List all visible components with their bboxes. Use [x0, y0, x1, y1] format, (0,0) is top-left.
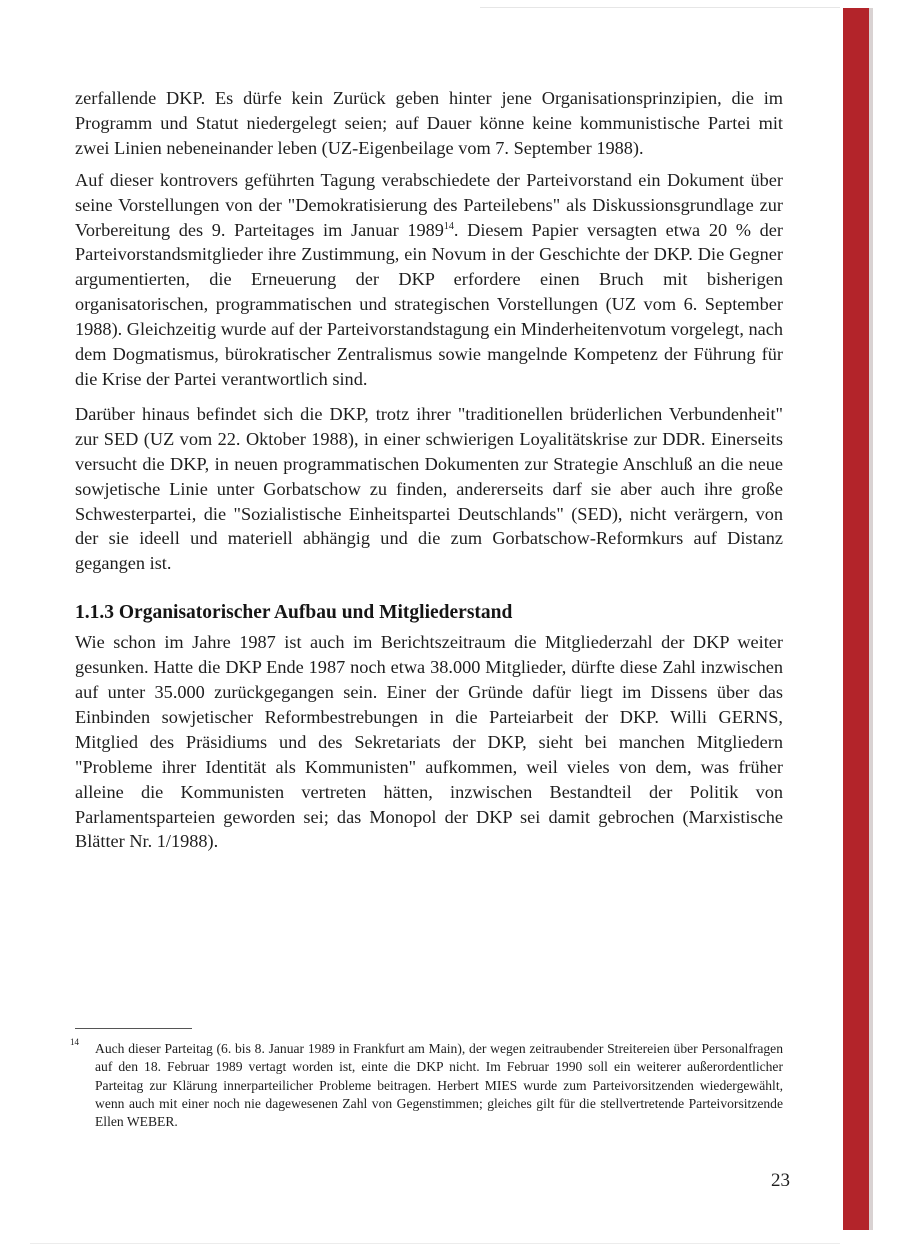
page-number: 23	[771, 1170, 790, 1191]
footnote-text: Auch dieser Parteitag (6. bis 8. Januar 1989 in Frankfurt am Main), der wegen zeitraubender Streitereien über Personalfragen auf den 18. Februar 1989 vertagt worden ist, einte die DKP nicht. Im Februar 1990 soll ein weiterer außerordentlicher Parteitag zur Klärung innerparteilicher Probleme beitragen. Herbert MIES wurde zum Parteivorsitzenden wiedergewählt, wenn auch mit einer noch nie dagewesenen Zahl von Gegenstimmen; gleiches gilt für die stellvertretende Parteivorsitzende Ellen WEBER.	[95, 1041, 783, 1130]
section-paragraph: Wie schon im Jahre 1987 ist auch im Berichtszeitraum die Mitgliederzahl der DKP weiter gesunken. Hatte die DKP Ende 1987 noch etwa 38.000 Mitglieder, dürfte diese Zahl inzwischen auf unter 35.000 zurückgegangen sein. Einer der Gründe dafür liegt im Dissens über das Einbinden sowjetischer Reformbestrebungen in die Parteiarbeit der DKP. Willi GERNS, Mitglied des Präsidiums und des Sekretariats der DKP, sieht bei manchen Mitgliedern "Probleme ihrer Identität als Kommunisten" aufkommen, weil vieles von dem, was früher alleine die Kommunisten vertreten hätten, inzwischen Bestandteil der Politik von Parlamentsparteien geworden sei; das Monopol der DKP sei damit gebrochen (Marxistische Blätter Nr. 1/1988).	[75, 632, 783, 852]
scan-bottom-edge	[30, 1243, 840, 1244]
page-edge-red-bar	[843, 8, 869, 1230]
paragraph-1: zerfallende DKP. Es dürfe kein Zurück geben hinter jene Organisationsprinzipien, die im Programm und Statut niedergelegt seien; auf Dauer könne keine kommunistische Partei mit zwei Linien nebeneinander leben (UZ-Eigenbeilage vom 7. September 1988).	[75, 88, 783, 158]
section-heading: 1.1.3 Organisatorischer Aufbau und Mitgliederstand	[75, 602, 513, 624]
paragraph-2	[75, 168, 783, 392]
paragraph-2-text-cont: . Diesem Papier versagten etwa 20 % der Parteivorstandsmitglieder ihre Zustimmung, ein Novum in der Geschichte der DKP. Die Gegner argumentierten, die Erneuerung der DKP erfordere einen Bruch mit bisherigen organisatorischen, programmatischen und strategischen Vorstellungen (UZ vom 6. September 1988). Gleichzeitig wurde auf der Parteivorstandstagung ein Minderheitenvotum vorgelegt, nach dem Dogmatismus, bürokratischer Zentralismus sowie mangelnde Kompetenz der Führung für die Krise der Partei verantwortlich sind.	[75, 219, 783, 389]
footnote	[70, 1037, 783, 1131]
paragraph-3: Darüber hinaus befindet sich die DKP, trotz ihrer "traditionellen brüderlichen Verbundenheit" zur SED (UZ vom 22. Oktober 1988), in einer schwierigen Loyalitätskrise zur DDR. Einerseits versucht die DKP, in neuen programmatischen Dokumenten zur Strategie Anschluß an die neue sowjetische Linie unter Gorbatschow zu finden, andererseits darf sie aber auch ihre große Schwesterpartei, die "Sozialistische Einheitspartei Deutschlands" (SED), nicht verärgern, von der sie ideell und materiell abhängig und die zum Gorbatschow-Reformkurs auf Distanz gegangen ist.	[75, 403, 783, 574]
footnote-mark: 14	[70, 1037, 79, 1047]
page-body	[75, 86, 783, 864]
page-edge-shadow	[869, 8, 873, 1230]
footnote-reference[interactable]: 14	[443, 220, 454, 232]
paragraph-2-text: Auf dieser kontrovers geführten Tagung verabschiedete der Parteivorstand ein Dokument über seine Vorstellungen von der "Demokratisierung des Parteilebens" als Diskussionsgrundlage zur Vorbereitung des 9. Parteitages im Januar 1989	[75, 169, 783, 240]
footnote-separator	[75, 1028, 192, 1029]
scan-top-edge	[480, 7, 840, 8]
